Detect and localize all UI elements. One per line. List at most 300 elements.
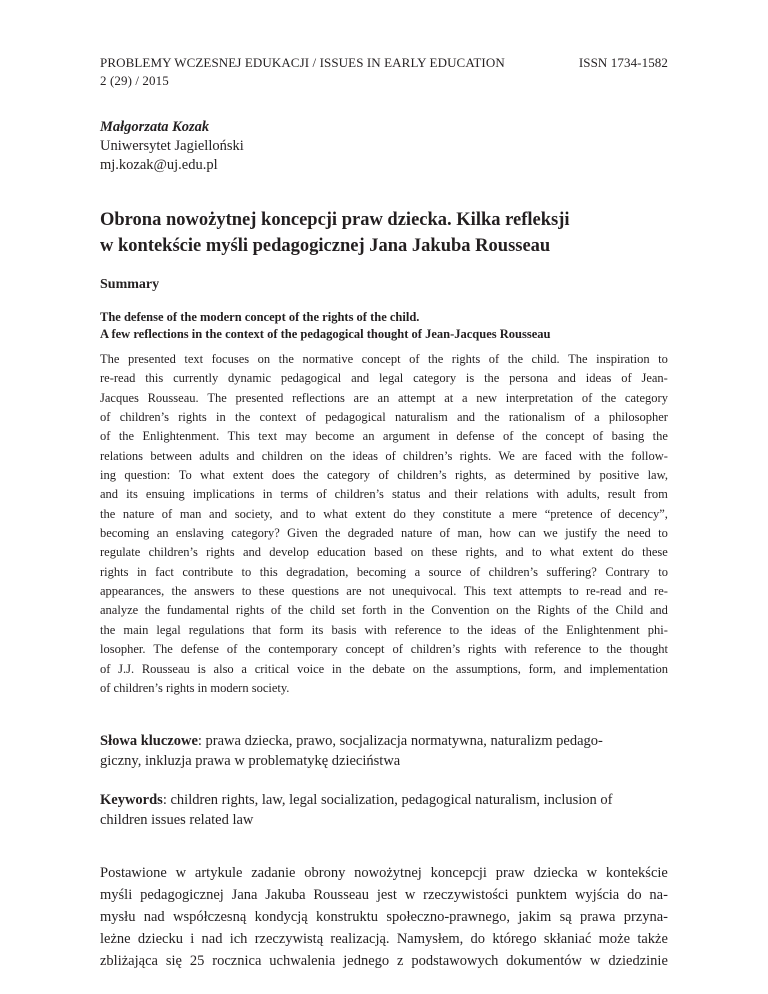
word: obrony (304, 865, 346, 881)
word: of (392, 642, 403, 657)
word: the (652, 429, 668, 444)
abstract-line (100, 621, 668, 640)
word: how (489, 526, 512, 541)
word: becoming (356, 564, 407, 579)
word: dziecku (137, 931, 183, 947)
author-name: Małgorzata Kozak (100, 119, 210, 135)
word: Enlightenment. (142, 429, 220, 444)
word: the (467, 622, 483, 637)
word: kondycją (254, 909, 308, 925)
word: as (495, 468, 506, 483)
word: którego (492, 931, 537, 947)
word: child. (531, 352, 560, 366)
word: what (200, 468, 225, 483)
word: w (404, 887, 416, 903)
word: a (498, 506, 505, 521)
body-paragraph (100, 862, 668, 972)
body-line (100, 950, 668, 972)
word: pedagogical (280, 371, 342, 386)
word: become (315, 429, 355, 444)
word: może (598, 931, 631, 947)
word: wyjścia (574, 887, 620, 903)
word: justify (565, 526, 598, 541)
word: nature (401, 526, 433, 541)
word: the (144, 603, 161, 618)
word: forth (362, 603, 387, 618)
word: rights (467, 642, 497, 657)
word: phi- (647, 622, 668, 637)
word: mysłu (100, 909, 136, 925)
word: to (658, 526, 668, 541)
word: są (559, 909, 572, 925)
word: relations (100, 448, 144, 463)
word: The (207, 390, 227, 405)
word: Given (287, 526, 318, 541)
word: losopher. (100, 642, 146, 657)
word: children’s (410, 642, 461, 657)
abstract (100, 350, 668, 698)
word: need (627, 526, 651, 541)
abstract-line (100, 601, 668, 620)
word: Enlightenment (566, 622, 640, 637)
word: its (126, 487, 138, 502)
title-line: w kontekście myśli pedagogicznej Jana Jakuba Rousseau (100, 236, 551, 256)
word: children’s (403, 448, 453, 463)
word: The (153, 642, 173, 657)
word: dziecka (533, 865, 578, 881)
abstract-line (100, 582, 668, 601)
word: rzeczywistości (423, 887, 509, 903)
word: faced (544, 448, 572, 463)
english-title (100, 309, 668, 343)
word: of (409, 352, 420, 366)
author-affiliation: Uniwersytet Jagielloński (100, 138, 244, 154)
word: to (568, 584, 579, 599)
word: rights, (455, 468, 487, 483)
word: jednego (343, 953, 390, 969)
word: ing (100, 468, 116, 483)
word: on (257, 352, 271, 366)
abstract-line (100, 543, 668, 562)
word: on (410, 545, 424, 560)
word: ideas (490, 622, 517, 637)
word: are (522, 448, 538, 463)
word: with (504, 642, 527, 657)
word: does (271, 468, 295, 483)
word: of (576, 603, 587, 618)
word: współczesną (172, 909, 247, 925)
word: rzeczywistą (254, 931, 324, 947)
word: zadanie (251, 865, 296, 881)
word: children’s (119, 410, 169, 425)
abstract-line (100, 447, 668, 466)
word: the (245, 642, 261, 657)
word: determined (513, 468, 571, 483)
english-title-line: A few reflections in the context of the pedagogical thought of Jean-Jacques Rousseau (100, 327, 551, 341)
word: Jean- (641, 371, 668, 386)
word: praw (495, 865, 525, 881)
word: an (377, 390, 390, 405)
body-line (100, 862, 668, 884)
word: to (305, 506, 316, 521)
word: to (588, 642, 599, 657)
word: result (607, 487, 636, 502)
word: analyze (100, 603, 139, 618)
word: debate (372, 661, 405, 676)
word: i (190, 931, 195, 947)
word: and (505, 545, 524, 560)
word: myśli (100, 887, 133, 903)
word: the (118, 429, 135, 444)
word: the (278, 352, 294, 366)
word: of (581, 390, 593, 405)
word: 25 (189, 953, 205, 969)
word: its (311, 622, 324, 637)
word: of (503, 429, 514, 444)
word: do (621, 545, 634, 560)
word: Postawione (100, 865, 167, 881)
word: w (586, 865, 598, 881)
word: main (123, 622, 149, 637)
abstract-line (100, 369, 668, 388)
word: based (374, 545, 403, 560)
word: in (262, 487, 273, 502)
keywords-polish-text: giczny, inkluzja prawa w problematykę dzieciństwa (100, 753, 401, 769)
keywords-polish-label: Słowa kluczowe (100, 733, 198, 749)
author-email: mj.kozak@uj.edu.pl (100, 157, 218, 173)
word: adults, (566, 487, 600, 502)
word: children’s (397, 468, 447, 483)
word: ich (229, 931, 248, 947)
word: the (542, 622, 558, 637)
word: rights (451, 352, 481, 366)
abstract-line (100, 408, 668, 427)
word: This (463, 584, 486, 599)
word: The (568, 352, 588, 366)
keywords-english (100, 790, 668, 830)
word: these (642, 545, 668, 560)
word: answers (194, 584, 235, 599)
word: and (280, 506, 299, 521)
author-block (100, 118, 244, 175)
word: podstawowych (411, 953, 499, 969)
word: This (227, 429, 250, 444)
word: enslaving (175, 526, 224, 541)
word: zbliżająca (100, 953, 158, 969)
word: also (213, 661, 234, 676)
word: concept (345, 642, 385, 657)
word: of (488, 352, 500, 366)
word: of (621, 371, 632, 386)
word: pedagogicznej (140, 887, 224, 903)
word: Jana (231, 887, 258, 903)
word: nature (122, 506, 155, 521)
word: with (579, 448, 602, 463)
word: się (165, 953, 182, 969)
word: the (171, 584, 187, 599)
word: of (469, 564, 481, 579)
word: concept (545, 429, 585, 444)
body-line (100, 928, 668, 950)
word: fact (155, 564, 174, 579)
word: that (252, 622, 272, 637)
word: of (439, 526, 451, 541)
abstract-line (100, 485, 668, 504)
word: and (557, 371, 576, 386)
word: reflections (292, 390, 345, 405)
word: and (428, 487, 447, 502)
word: implications (192, 487, 255, 502)
word: on (412, 661, 426, 676)
word: The (100, 352, 120, 366)
word: attempt (398, 390, 436, 405)
word: koncepcji (430, 865, 487, 881)
word: of (270, 603, 282, 618)
word: dziedzinie (608, 953, 668, 969)
word: is (197, 661, 206, 676)
word: kontekście (605, 865, 668, 881)
word: inspiration (596, 352, 650, 366)
word: To (178, 468, 192, 483)
word: społeczno-prawnego, (386, 909, 510, 925)
word: We (498, 448, 515, 463)
word: positive (599, 468, 640, 483)
word: realizacją. (330, 931, 390, 947)
word: rights (100, 564, 129, 579)
word: between (150, 448, 192, 463)
word: the (484, 410, 500, 425)
word: and (242, 545, 261, 560)
word: becoming (100, 526, 150, 541)
summary-heading: Summary (100, 277, 160, 292)
word: re-read (100, 371, 136, 386)
word: in (438, 429, 449, 444)
word: law, (647, 468, 668, 483)
word: children (261, 448, 303, 463)
word: na- (649, 887, 668, 903)
word: children’s (488, 564, 538, 579)
word: fundamental (166, 603, 230, 618)
word: contemporary (268, 642, 338, 657)
word: to (658, 564, 668, 579)
word: this (145, 371, 164, 386)
word: thought (629, 642, 668, 657)
word: question: (124, 468, 171, 483)
journal-issue: 2 (29) / 2015 (100, 73, 169, 88)
word: man (179, 506, 202, 521)
word: of (316, 487, 327, 502)
word: of (100, 410, 111, 425)
word: terms (280, 487, 309, 502)
word: the (521, 429, 538, 444)
word: these (431, 545, 458, 560)
word: form, (528, 661, 557, 676)
word: punktem (516, 887, 568, 903)
journal-title: PROBLEMY WCZESNEJ EDUKACJI / ISSUES IN EARLY EDUCATION (100, 55, 505, 70)
word: children’s (148, 545, 198, 560)
word: child (309, 603, 335, 618)
word: text (493, 584, 512, 599)
word: can (518, 526, 536, 541)
abstract-line (100, 660, 668, 679)
word: Rousseau. (147, 390, 199, 405)
word: Namysłem, (396, 931, 464, 947)
word: in (392, 603, 403, 618)
word: Child (615, 603, 644, 618)
word: extent (355, 506, 386, 521)
word: from (643, 487, 668, 502)
word: re-read (586, 584, 622, 599)
word: także (637, 931, 668, 947)
word: unequivocal. (392, 584, 457, 599)
abstract-line (100, 524, 668, 543)
word: to (658, 352, 668, 366)
word: argument (382, 429, 430, 444)
word: and (236, 448, 255, 463)
word: prawa (579, 909, 616, 925)
word: extent (582, 545, 614, 560)
word: attempts (519, 584, 562, 599)
word: suffering? (546, 564, 597, 579)
abstract-line (100, 427, 668, 446)
word: this (259, 564, 278, 579)
word: legal (156, 622, 181, 637)
english-title-line: The defense of the modern concept of the rights of the child. (100, 310, 420, 324)
abstract-line (100, 563, 668, 582)
word: extent (232, 468, 264, 483)
abstract-line (100, 350, 668, 369)
word: an (362, 429, 375, 444)
title-line: Obrona nowożytnej koncepcji praw dziecka. Kilka refleksji (100, 210, 570, 230)
word: legal (378, 371, 404, 386)
word: Rousseau (313, 887, 369, 903)
word: pedagogical (325, 410, 386, 425)
word: degradation, (286, 564, 349, 579)
word: education (317, 545, 366, 560)
word: ideas (585, 371, 612, 386)
word: the (287, 603, 304, 618)
word: may (285, 429, 307, 444)
word: we (543, 526, 558, 541)
word: the (608, 448, 624, 463)
word: the (329, 448, 346, 463)
word: Jakuba (265, 887, 306, 903)
word: naturalism (394, 410, 448, 425)
word: do (393, 506, 406, 521)
word: to (241, 564, 252, 579)
word: konstruktu (316, 909, 379, 925)
abstract-line (100, 505, 668, 524)
word: dynamic (228, 371, 272, 386)
word: Rights (537, 603, 570, 618)
word: nowożytnej (354, 865, 422, 881)
word: z (397, 953, 404, 969)
word: the (507, 352, 524, 366)
journal-header (100, 54, 668, 90)
body-line (100, 884, 668, 906)
word: questions (291, 584, 339, 599)
word: and (351, 371, 370, 386)
word: what (323, 506, 348, 521)
word: and (649, 603, 668, 618)
word: ensuing (145, 487, 185, 502)
word: degraded (347, 526, 394, 541)
word: category (326, 468, 370, 483)
word: nad (201, 931, 223, 947)
article-title (100, 207, 668, 259)
word: of (100, 429, 111, 444)
word: ideas (352, 448, 379, 463)
word: interpretation (505, 390, 574, 405)
word: implementation (589, 661, 668, 676)
word: reference (394, 622, 442, 637)
word: context (259, 410, 297, 425)
word: what (549, 545, 575, 560)
word: of (574, 410, 585, 425)
word: concept (361, 352, 401, 366)
word: Contrary (605, 564, 650, 579)
word: jest (376, 887, 397, 903)
word: category (624, 390, 668, 405)
word: leżne (100, 931, 131, 947)
abstract-line (100, 640, 668, 659)
word: normative (302, 352, 354, 366)
word: the (484, 371, 500, 386)
body-line (100, 906, 668, 928)
word: of (385, 448, 396, 463)
word: decency”, (618, 506, 668, 521)
word: rights. (459, 448, 492, 463)
word: of (592, 429, 604, 444)
word: of (161, 506, 173, 521)
word: philosopher (608, 410, 668, 425)
word: presented (235, 390, 284, 405)
word: to (449, 622, 460, 637)
word: in (331, 661, 342, 676)
word: to (241, 584, 252, 599)
keywords-polish-text: : prawa dziecka, prawo, socjalizacja normatywna, naturalizm pedago- (197, 733, 603, 749)
word: regulate (100, 545, 141, 560)
word: re- (654, 584, 668, 599)
word: of (226, 642, 238, 657)
word: relations (485, 487, 529, 502)
word: basis (331, 622, 357, 637)
word: the (235, 410, 251, 425)
word: a (241, 661, 247, 676)
word: uchwalenia (269, 953, 336, 969)
word: “pretence (544, 506, 593, 521)
abstract-line (100, 466, 668, 485)
word: of (305, 410, 317, 425)
keywords-english-text: children issues related law (100, 812, 254, 828)
word: reference (534, 642, 581, 657)
word: of (100, 661, 111, 676)
word: do (470, 931, 486, 947)
word: and (563, 661, 582, 676)
word: a (594, 410, 600, 425)
word: rights (206, 545, 235, 560)
word: to (531, 545, 542, 560)
word: these (258, 584, 285, 599)
word: at (444, 390, 454, 405)
word: przyna- (623, 909, 668, 925)
word: rights (235, 603, 265, 618)
word: the (325, 526, 341, 541)
word: they (413, 506, 435, 521)
word: w (175, 865, 187, 881)
word: the (409, 603, 425, 618)
word: a (461, 390, 468, 405)
